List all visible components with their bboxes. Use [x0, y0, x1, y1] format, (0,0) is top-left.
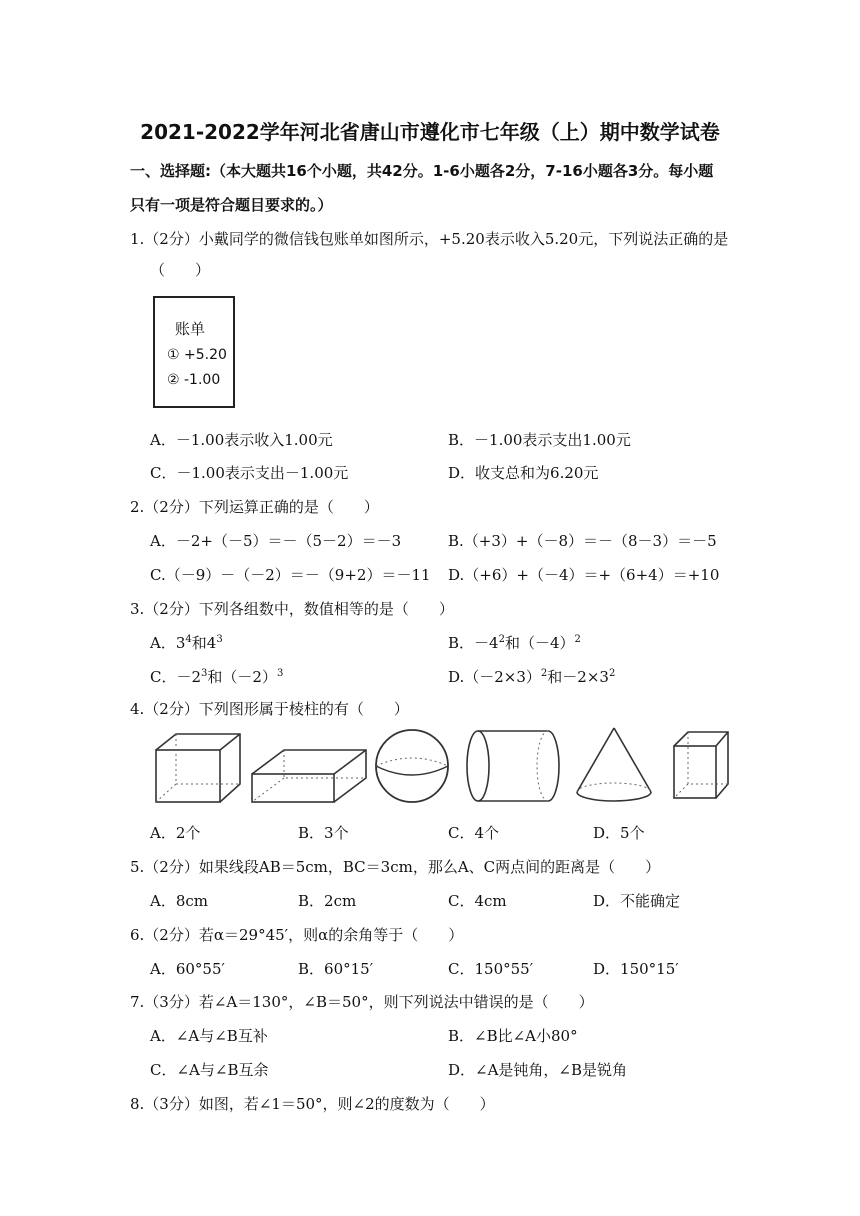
- sphere-icon: [372, 728, 454, 806]
- q6-option-c: C．150°55′: [448, 960, 534, 978]
- bill-receipt-figure: [153, 296, 235, 408]
- question-5-text: 5.（2分）如果线段AB＝5cm，BC＝3cm，那么A、C两点间的距离是（ ）: [130, 858, 661, 876]
- q1-option-d: D．收支总和为6.20元: [448, 464, 599, 482]
- q4-option-a: A．2个: [150, 824, 201, 842]
- q5-option-b: B．2cm: [298, 892, 357, 910]
- question-1-paren: （ ）: [150, 261, 211, 279]
- cube-icon: [150, 728, 250, 804]
- receipt-item-1: ① +5.20: [167, 347, 227, 363]
- q5-option-d: D．不能确定: [593, 892, 681, 910]
- q2-option-a: A．－2+（－5）＝－（5－2）＝－3: [150, 532, 402, 550]
- square-prism-icon: [670, 730, 732, 802]
- question-7-text: 7.（3分）若∠A＝130°，∠B＝50°，则下列说法中错误的是（ ）: [130, 993, 594, 1011]
- section-heading-line1: 一、选择题:（本大题共16个小题，共42分。1-6小题各2分，7-16小题各3分。每小题: [130, 162, 714, 180]
- cylinder-icon: [464, 728, 564, 806]
- cone-icon: [574, 726, 656, 806]
- q2-option-c: C.（－9）－（－2）＝－（9+2）＝－11: [150, 566, 431, 584]
- question-8-text: 8.（3分）如图，若∠1＝50°，则∠2的度数为（ ）: [130, 1095, 495, 1113]
- section-heading-line2: 只有一项是符合题目要求的。）: [130, 196, 333, 214]
- q2-option-b: B.（+3）+（－8）＝－（8－3）＝－5: [448, 532, 717, 550]
- q6-option-b: B．60°15′: [298, 960, 374, 978]
- q3-option-a: A．$3^4$和$4^3$: [150, 634, 223, 652]
- receipt-item-2: ② -1.00: [167, 372, 221, 388]
- question-1-text: 1.（2分）小戴同学的微信钱包账单如图所示，+5.20表示收入5.20元，下列说法正确的是: [130, 230, 729, 248]
- q6-option-d: D．150°15′: [593, 960, 679, 978]
- q1-option-c: C．－1.00表示支出－1.00元: [150, 464, 349, 482]
- receipt-title: 账单: [175, 320, 206, 338]
- q5-option-c: C．4cm: [448, 892, 507, 910]
- q6-option-a: A．60°55′: [150, 960, 225, 978]
- question-6-text: 6.（2分）若α＝29°45′，则α的余角等于（ ）: [130, 926, 464, 944]
- q1-option-a: A．－1.00表示收入1.00元: [150, 431, 333, 449]
- q3-option-b: B．$-4^2$和$(-4)^2$: [448, 634, 581, 652]
- page-title: 2021-2022学年河北省唐山市遵化市七年级（上）期中数学试卷: [140, 120, 720, 144]
- q7-option-d: D．∠A是钝角，∠B是锐角: [448, 1061, 628, 1079]
- q4-option-c: C．4个: [448, 824, 500, 842]
- q7-option-a: A．∠A与∠B互补: [150, 1027, 268, 1045]
- question-3-text: 3.（2分）下列各组数中，数值相等的是（ ）: [130, 600, 454, 618]
- rectangular-prism-icon: [250, 748, 368, 804]
- q7-option-b: B．∠B比∠A小80°: [448, 1027, 578, 1045]
- question-4-text: 4.（2分）下列图形属于棱柱的有（ ）: [130, 700, 409, 718]
- q3-option-d: $D.(-2\times 3)^2$和$-2\times 3^2$: [448, 668, 616, 686]
- q7-option-c: C．∠A与∠B互余: [150, 1061, 269, 1079]
- q1-option-b: B．－1.00表示支出1.00元: [448, 431, 631, 449]
- q4-option-b: B．3个: [298, 824, 349, 842]
- q4-option-d: D．5个: [593, 824, 645, 842]
- question-2-text: 2.（2分）下列运算正确的是（ ）: [130, 498, 379, 516]
- q3-option-c: C．$-2^3$和$(-2)^3$: [150, 668, 284, 686]
- q2-option-d: D.（+6）+（－4）＝+（6+4）＝+10: [448, 566, 720, 584]
- q5-option-a: A．8cm: [150, 892, 209, 910]
